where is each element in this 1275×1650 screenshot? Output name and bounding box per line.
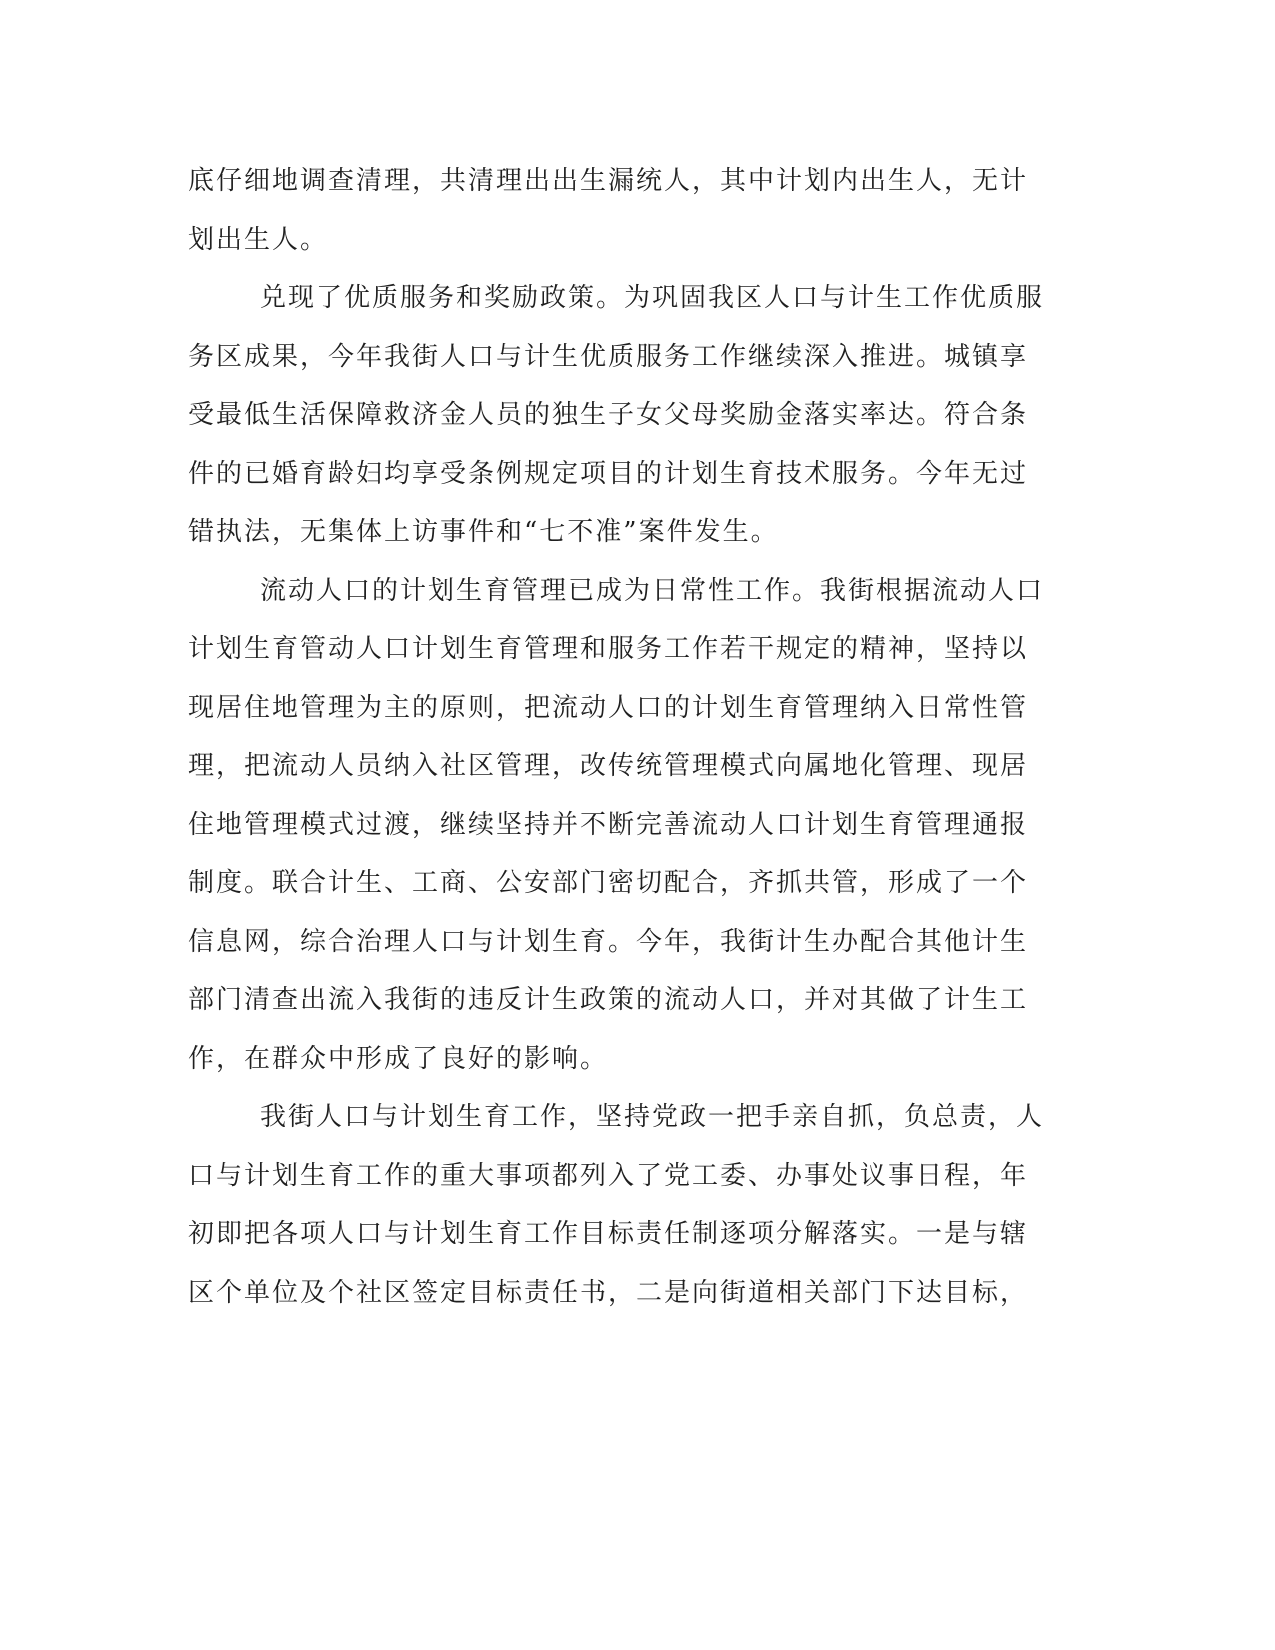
paragraph-first-line: 我街人口与计划生育工作，坚持党政一把手亲自抓，负总责，人 <box>260 1102 1045 1132</box>
text-line: 错执法，无集体上访事件和“七不准”案件发生。 <box>188 517 779 547</box>
text-line: 理，把流动人员纳入社区管理，改传统管理模式向属地化管理、现居 <box>188 751 1029 781</box>
text-line: 区个单位及个社区签定目标责任书，二是向街道相关部门下达目标， <box>188 1277 1029 1308</box>
text-line: 作，在群众中形成了良好的影响。 <box>188 1043 609 1074</box>
text-line: 受最低生活保障救济金人员的独生子女父母奖励金落实率达。符合条 <box>188 400 1029 430</box>
paragraph-first-line: 兑现了优质服务和奖励政策。为巩固我区人口与计生工作优质服 <box>260 283 1045 313</box>
text-line: 口与计划生育工作的重大事项都列入了党工委、办事处议事日程，年 <box>188 1160 1029 1191</box>
text-line: 信息网，综合治理人口与计划生育。今年，我街计生办配合其他计生 <box>188 926 1029 957</box>
paragraph-first-line: 流动人口的计划生育管理已成为日常性工作。我街根据流动人口 <box>260 575 1045 606</box>
text-line: 务区成果，今年我街人口与计生优质服务工作继续深入推进。城镇享 <box>188 341 1029 372</box>
text-line: 初即把各项人口与计划生育工作目标责任制逐项分解落实。一是与辖 <box>188 1219 1029 1249</box>
text-line: 制度。联合计生、工商、公安部门密切配合，齐抓共管，形成了一个 <box>188 868 1029 898</box>
text-line: 划出生人。 <box>188 224 329 255</box>
text-line: 部门清查出流入我街的违反计生政策的流动人口，并对其做了计生工 <box>188 985 1029 1015</box>
text-line: 底仔细地调查清理，共清理出出生漏统人，其中计划内出生人，无计 <box>188 166 1029 196</box>
document-body <box>188 152 1088 1322</box>
text-line: 件的已婚育龄妇均享受条例规定项目的计划生育技术服务。今年无过 <box>188 458 1029 489</box>
text-line: 现居住地管理为主的原则，把流动人口的计划生育管理纳入日常性管 <box>188 692 1029 723</box>
text-line: 住地管理模式过渡，继续坚持并不断完善流动人口计划生育管理通报 <box>188 809 1029 840</box>
text-line: 计划生育管动人口计划生育管理和服务工作若干规定的精神，坚持以 <box>188 634 1029 664</box>
